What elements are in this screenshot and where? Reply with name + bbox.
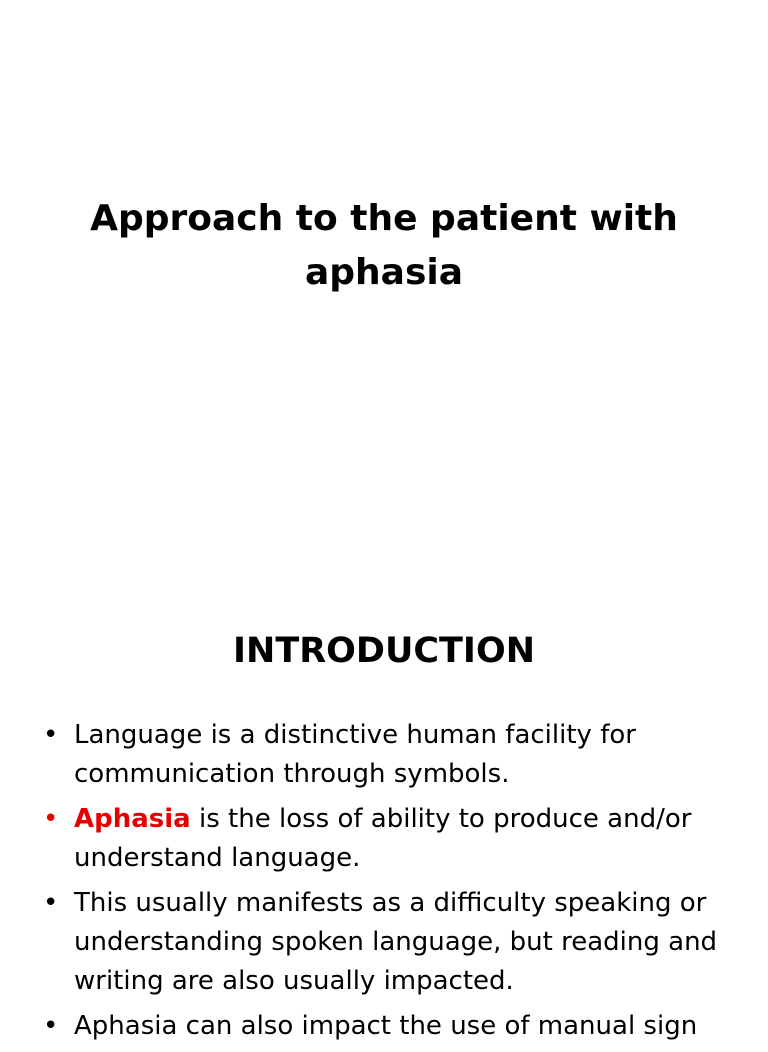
slide-title-line-1: Approach to the patient with (90, 198, 678, 239)
bullet-text: is the loss of ability to produce and/or understand language. (74, 804, 692, 873)
bullet-item (0, 1007, 768, 1046)
bullet-dot-icon: • (43, 720, 59, 750)
bullet-item (0, 716, 768, 794)
bullet-dot-icon: • (43, 804, 59, 834)
bullet-text: Aphasia can also impact the use of manual sign (74, 1011, 698, 1041)
slide-title (40, 192, 728, 300)
bullet-list (0, 716, 768, 1052)
bullet-text: Language is a distinctive human facility for communication through symbols. (74, 720, 636, 789)
bullet-dot-icon: • (43, 888, 59, 918)
bullet-dot-icon: • (43, 1011, 59, 1041)
bullet-item (0, 800, 768, 878)
bullet-item (0, 884, 768, 1001)
slide-title-line-2: aphasia (304, 252, 464, 293)
highlighted-term: Aphasia (74, 804, 191, 834)
bullet-text: This usually manifests as a difficulty speaking or understanding spoken language, but reading and writing are also usually impacted. (74, 888, 718, 996)
section-heading: INTRODUCTION (233, 631, 535, 671)
